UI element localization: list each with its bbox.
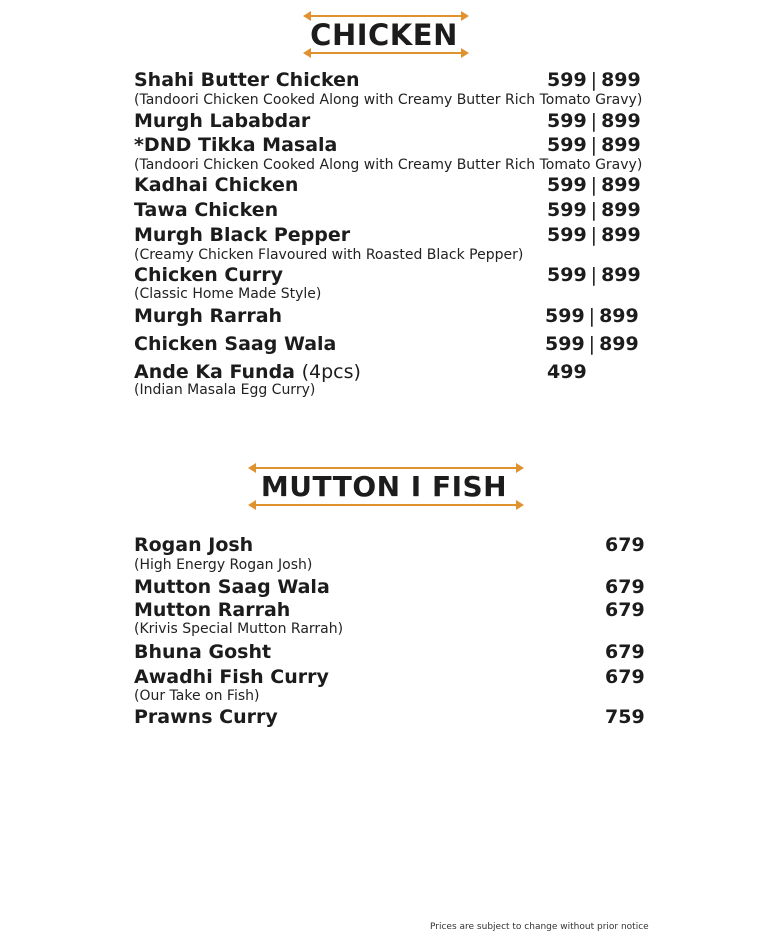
menu-item-price [545,305,639,327]
price-separator: | [590,224,598,246]
menu-item-quantity: (4pcs) [301,361,361,383]
menu-item-price [547,69,641,91]
menu-item-price: 679 [605,576,645,598]
price-full: 899 [601,199,641,221]
menu-item-name: Murgh Lababdar [134,110,311,132]
mutton-fish-bottom-rule [255,504,517,506]
menu-item-name-text: Ande Ka Funda [134,361,295,383]
menu-item-price [547,199,641,221]
menu-item-price [547,174,641,196]
price-half: 599 [547,174,587,196]
price-separator: | [590,134,598,156]
chicken-bottom-rule [310,52,462,54]
menu-item-description: (Krivis Special Mutton Rarrah) [134,621,344,637]
menu-item-price [547,224,641,246]
menu-item-name: Rogan Josh [134,534,254,556]
menu-item-price [547,110,641,132]
menu-item-description: (Classic Home Made Style) [134,286,322,302]
menu-item-name [134,361,361,383]
chicken-section-title: CHICKEN [310,18,458,52]
price-half: 599 [547,110,587,132]
menu-item-name: Awadhi Fish Curry [134,666,329,688]
menu-item-name: Murgh Rarrah [134,305,283,327]
price-separator: | [590,110,598,132]
menu-item-name: Bhuna Gosht [134,641,272,663]
menu-item-price [545,333,639,355]
menu-item-name: Chicken Curry [134,264,283,286]
price-full: 899 [601,134,641,156]
price-half: 599 [547,199,587,221]
menu-item-description: (Our Take on Fish) [134,688,260,704]
menu-item-description: (High Energy Rogan Josh) [134,557,313,573]
menu-item-name: Murgh Black Pepper [134,224,351,246]
menu-item-price [547,264,641,286]
price-half: 599 [547,69,587,91]
price-full: 899 [601,174,641,196]
menu-item-name: Prawns Curry [134,706,278,728]
menu-item-name: Mutton Rarrah [134,599,291,621]
menu-item-name: Tawa Chicken [134,199,279,221]
price-separator: | [590,174,598,196]
menu-item-price: 499 [547,361,587,383]
menu-item-price: 679 [605,641,645,663]
menu-item-price: 679 [605,599,645,621]
price-full: 899 [599,333,639,355]
menu-item-price: 679 [605,666,645,688]
menu-item-description: (Creamy Chicken Flavoured with Roasted Black Pepper) [134,247,524,263]
price-full: 899 [599,305,639,327]
menu-item-name: Mutton Saag Wala [134,576,330,598]
price-full: 899 [601,110,641,132]
price-change-notice: Prices are subject to change without prior notice [430,922,649,932]
menu-item-name: *DND Tikka Masala [134,134,338,156]
mutton-fish-section-title: MUTTON I FISH [260,470,508,503]
menu-item-description: (Indian Masala Egg Curry) [134,382,316,398]
menu-item-price: 679 [605,534,645,556]
menu-item-name: Shahi Butter Chicken [134,69,360,91]
price-separator: | [588,305,596,327]
menu-item-description: (Tandoori Chicken Cooked Along with Creamy Butter Rich Tomato Gravy) [134,157,643,173]
menu-item-name: Chicken Saag Wala [134,333,337,355]
menu-item-price [547,134,641,156]
price-separator: | [590,199,598,221]
price-separator: | [590,69,598,91]
menu-item-price: 759 [605,706,645,728]
price-full: 899 [601,264,641,286]
price-full: 899 [601,69,641,91]
price-full: 899 [601,224,641,246]
price-half: 599 [545,333,585,355]
price-half: 599 [547,134,587,156]
menu-item-description: (Tandoori Chicken Cooked Along with Creamy Butter Rich Tomato Gravy) [134,92,643,108]
price-separator: | [590,264,598,286]
menu-item-name: Kadhai Chicken [134,174,299,196]
price-half: 599 [547,224,587,246]
price-half: 599 [545,305,585,327]
price-half: 599 [547,264,587,286]
price-separator: | [588,333,596,355]
